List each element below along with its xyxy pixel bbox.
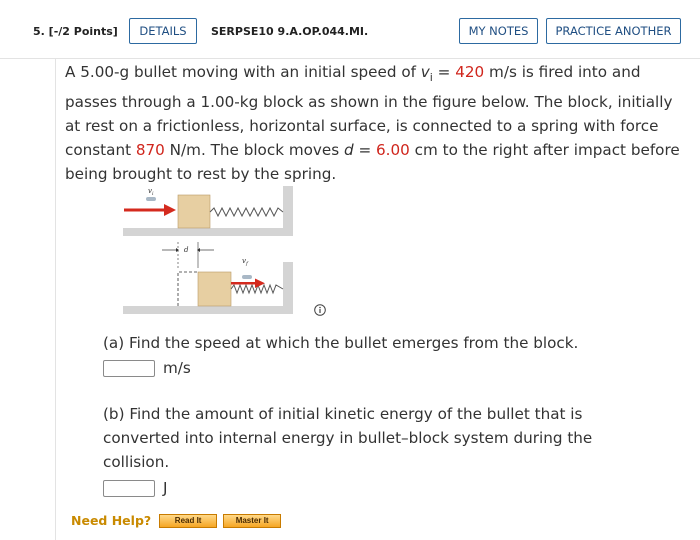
vf-arrow bbox=[231, 282, 257, 285]
vi-label: $v_i$ bbox=[148, 187, 154, 197]
floor-bottom bbox=[123, 306, 293, 314]
part-b-unit: J bbox=[163, 479, 168, 497]
vi-arrow bbox=[124, 209, 166, 212]
d-symbol: d bbox=[343, 141, 354, 160]
question-body bbox=[55, 58, 691, 540]
d-arrowhead-left bbox=[176, 248, 179, 252]
help-section bbox=[71, 513, 287, 528]
initial-speed-value: 420 bbox=[455, 63, 485, 81]
read-it-button[interactable]: Read It bbox=[159, 514, 217, 528]
need-help-label: Need Help? bbox=[71, 513, 152, 528]
d-arrowhead-right bbox=[197, 248, 200, 252]
practice-another-button[interactable]: PRACTICE ANOTHER bbox=[546, 18, 681, 44]
part-a-question: (a) Find the speed at which the bullet emerges from the block. bbox=[103, 334, 579, 352]
distance-value: 6.00 bbox=[376, 141, 410, 160]
details-button[interactable]: DETAILS bbox=[129, 18, 197, 44]
question-number: 5. [-/2 Points] bbox=[33, 25, 118, 38]
vi-symbol: v bbox=[420, 63, 430, 81]
problem-text: N/m. The block moves bbox=[164, 141, 344, 160]
part-b-question: (b) Find the amount of initial kinetic energy of the bullet that is converted into internal energy in bullet–block system during the collision. bbox=[103, 405, 593, 471]
bullet-initial bbox=[146, 197, 156, 201]
my-notes-button[interactable]: MY NOTES bbox=[459, 18, 538, 44]
problem-text: cm to the right after impact before being brought to rest by the spring. bbox=[65, 141, 680, 184]
vf-label: $v_f$ bbox=[242, 257, 248, 267]
vi-subscript: i bbox=[429, 71, 433, 85]
block-initial bbox=[178, 195, 210, 228]
bullet-final bbox=[242, 275, 252, 279]
question-header bbox=[0, 0, 700, 59]
spring-constant-value: 870 bbox=[135, 141, 165, 160]
bullet-block-spring-figure bbox=[118, 184, 298, 316]
equals: = bbox=[432, 63, 456, 81]
original-position-outline bbox=[178, 272, 198, 306]
problem-text: m/s is fired into and passes through a 1.00-kg block as shown in the figure below. The block, initially at rest on a frictionless, horizontal surface, is connected to a spring with force constant bbox=[65, 63, 673, 160]
floor-top bbox=[123, 228, 293, 236]
equals: = bbox=[353, 141, 377, 160]
part-a-answer-input[interactable] bbox=[103, 360, 155, 377]
part-b-answer-input[interactable] bbox=[103, 480, 155, 497]
info-icon[interactable] bbox=[314, 304, 326, 316]
block-displaced bbox=[198, 272, 231, 306]
problem-text: A 5.00-g bullet moving with an initial speed of bbox=[65, 63, 421, 81]
part-b-answer-row bbox=[103, 479, 167, 497]
wall-bottom bbox=[283, 262, 293, 314]
part-a-answer-row bbox=[103, 359, 191, 377]
part-a-unit: m/s bbox=[163, 359, 191, 377]
vi-arrowhead bbox=[164, 204, 176, 216]
wall-top bbox=[283, 186, 293, 236]
problem-code: SERPSE10 9.A.OP.044.MI. bbox=[211, 25, 369, 38]
problem-statement bbox=[65, 60, 685, 186]
master-it-button[interactable]: Master It bbox=[223, 514, 281, 528]
d-label: d bbox=[184, 246, 189, 254]
spring-initial bbox=[210, 208, 283, 216]
